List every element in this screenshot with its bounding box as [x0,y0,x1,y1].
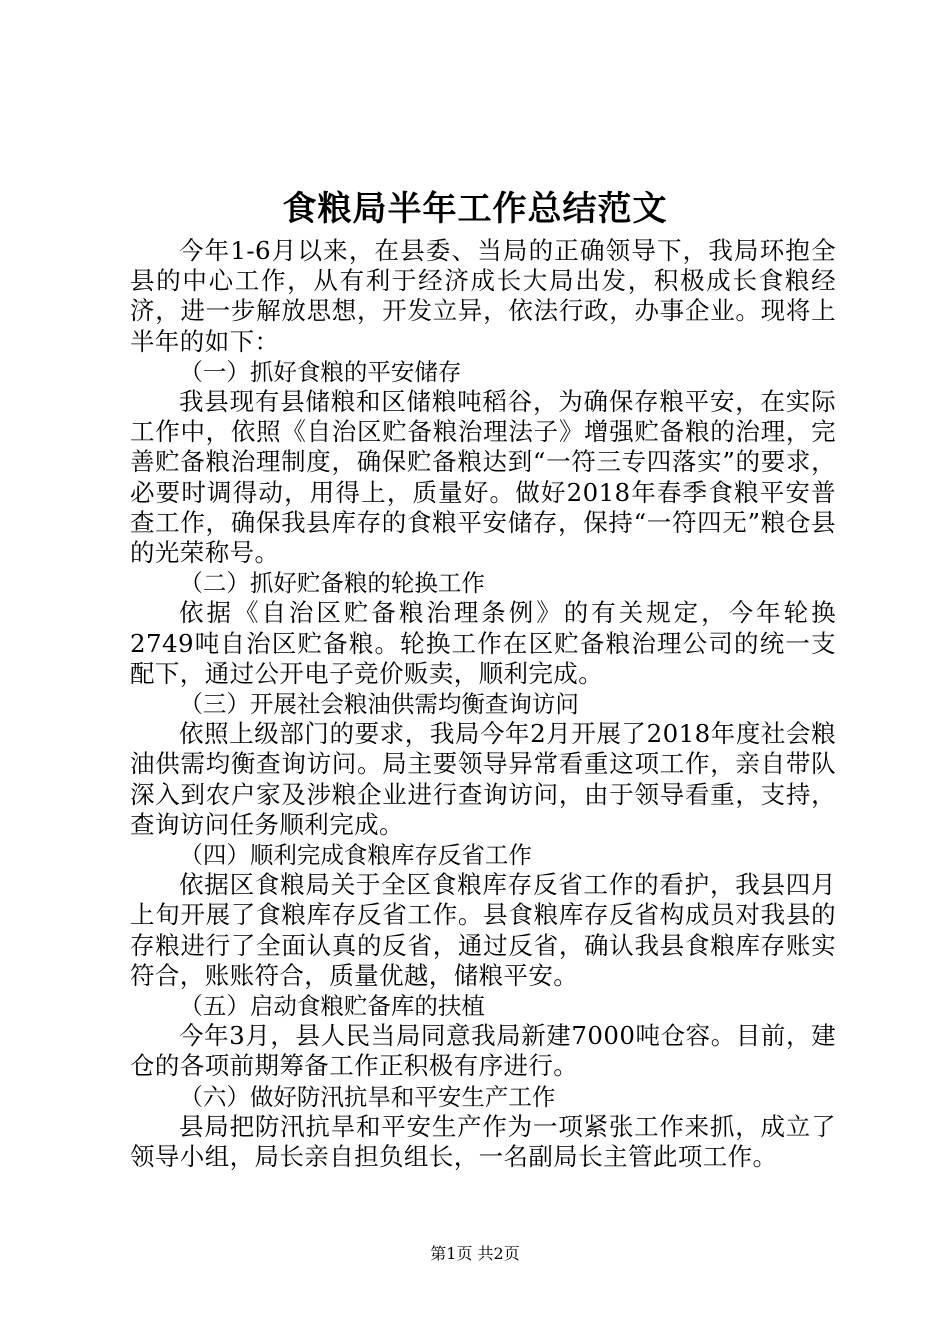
page-footer: 第1页 共2页 [430,1244,520,1263]
section-paragraph-5: 今年3月，县人民当局同意我局新建7000吨仓容。目前，建仓的各项前期筹备工作正积极有序进行。 [130,1021,836,1081]
section-heading-3: （三）开展社会粮油供需均衡查询访问 [179,690,579,719]
section-heading-2: （二）抓好贮备粮的轮换工作 [179,569,485,598]
section-paragraph-1: 我县现有县储粮和区储粮吨稻谷，为确保存粮平安，在实际工作中，依照《自治区贮备粮治理法子》增强贮备粮的治理，完善贮备粮治理制度，确保贮备粮达到“一符三专四落实”的要求，必要时调得动，用得上，质量好。做好2018年春季食粮平安普查工作，确保我县库存的食粮平安储存，保持“一符四无”粮仓县的光荣称号。 [130,387,836,568]
section-paragraph-2: 依据《自治区贮备粮治理条例》的有关规定，今年轮换2749吨自治区贮备粮。轮换工作在区贮备粮治理公司的统一支配下，通过公开电子竞价贩卖，顺利完成。 [130,598,836,688]
section-paragraph-3: 依照上级部门的要求，我局今年2月开展了2018年度社会粮油供需均衡查询访问。局主要领导异常看重这项工作，亲自带队深入到农户家及涉粮企业进行查询访问，由于领导看重，支持，查询访问任务顺利完成。 [130,719,836,839]
section-paragraph-4: 依据区食粮局关于全区食粮库存反省工作的看护，我县四月上旬开展了食粮库存反省工作。县食粮库存反省构成员对我县的存粮进行了全面认真的反省，通过反省，确认我县食粮库存账实符合，账账符合，质量优越，储粮平安。 [130,870,836,990]
section-heading-1: （一）抓好食粮的平安储存 [179,357,462,386]
section-heading-4: （四）顺利完成食粮库存反省工作 [179,841,532,870]
section-heading-6: （六）做好防汛抗旱和平安生产工作 [179,1082,556,1111]
section-paragraph-6: 县局把防汛抗旱和平安生产作为一项紧张工作来抓，成立了领导小组，局长亲自担负组长，一名副局长主管此项工作。 [130,1111,836,1172]
intro-paragraph: 今年1-6月以来，在县委、当局的正确领导下，我局环抱全县的中心工作，从有利于经济成长大局出发，积极成长食粮经济，进一步解放思想，开发立异，依法行政，办事企业。现将上半年的如下： [130,236,836,356]
document-title: 食粮局半年工作总结范文 [282,189,668,229]
section-heading-5: （五）启动食粮贮备库的扶植 [179,992,485,1021]
document-body [130,236,836,1172]
